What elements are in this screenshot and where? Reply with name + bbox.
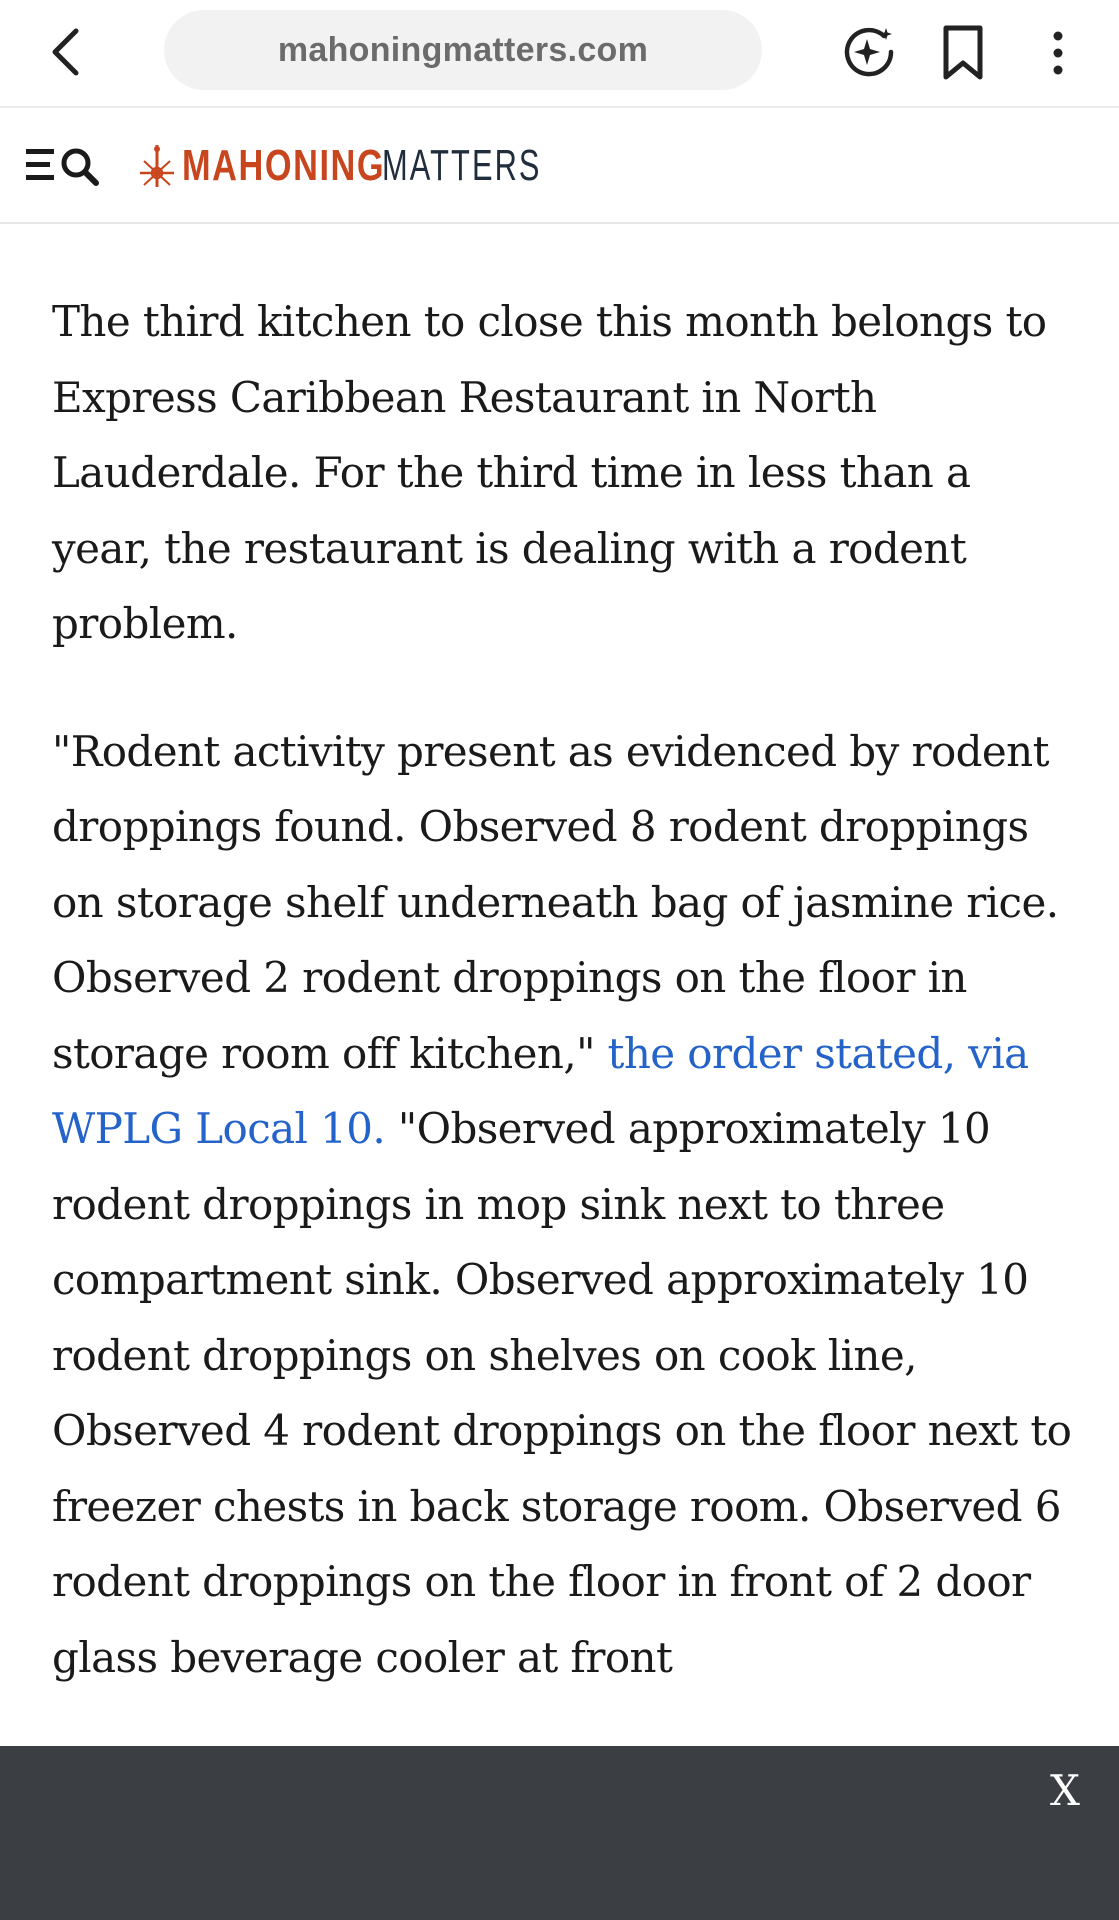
site-logo[interactable] [136, 138, 542, 194]
article-paragraph [52, 714, 1072, 1696]
chevron-left-icon [50, 27, 80, 77]
site-header [0, 108, 1119, 224]
sparkle-icon [840, 24, 898, 82]
bookmark-icon [938, 24, 988, 82]
logo-text-primary: MAHONING [182, 141, 386, 190]
logo-mark-icon [136, 143, 178, 189]
menu-search-icon [24, 140, 100, 190]
ad-overlay [0, 1746, 1119, 1920]
url-text: mahoningmatters.com [277, 30, 649, 69]
paragraph-text: "Rodent activity present as evidenced by rodent droppings found. Observed 8 rodent droppings on storage shelf underneath bag of jasmine rice. Observed 2 rodent droppings on the floor in storage room off kitchen," [52, 726, 1059, 1078]
more-vertical-icon [1040, 24, 1076, 82]
logo-text-secondary: MATTERS [382, 141, 542, 190]
paragraph-text: "Observed approximately 10 rodent droppings in mop sink next to three compartment sink. Observed approximately 10 rodent droppings on shelves on cook line, Observed 4 rodent droppings on the floor next to freezer chests in back storage room. Observed 6 rodent droppings on the floor in front of 2 door glass beverage cooler at front [52, 1104, 1072, 1682]
more-options-button[interactable] [1040, 24, 1076, 82]
menu-search-button[interactable] [24, 140, 100, 190]
close-ad-button[interactable]: X [1050, 1765, 1080, 1815]
paragraph-text: The third kitchen to close this month belongs to Express Caribbean Restaurant in North Lauderdale. For the third time in less than a year, the restaurant is dealing with a rodent problem. [52, 297, 1047, 648]
assistant-button[interactable] [840, 24, 898, 82]
article-paragraph [52, 284, 1072, 662]
back-button[interactable] [40, 22, 90, 82]
article-body [52, 284, 1072, 1747]
address-bar[interactable] [164, 10, 762, 90]
browser-toolbar [0, 0, 1119, 108]
bookmark-button[interactable] [938, 24, 988, 82]
source-link[interactable]: the order stated, via WPLG Local 10. [52, 1028, 1029, 1153]
